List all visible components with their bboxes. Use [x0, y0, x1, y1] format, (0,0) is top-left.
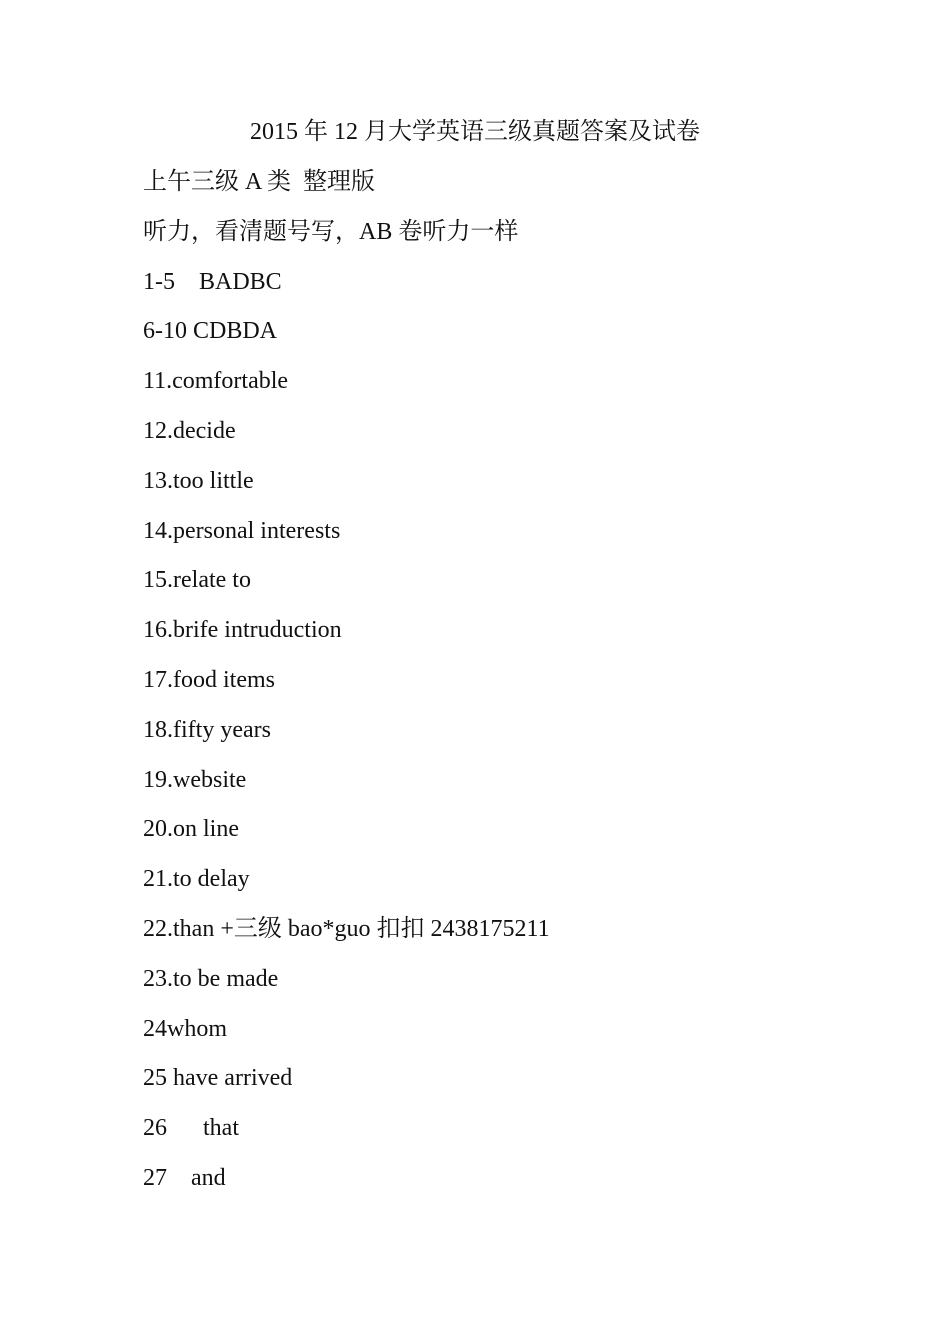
text-line: 听力，看清题号写，AB 卷听力一样 — [143, 218, 519, 245]
text-line: 16.brife intruduction — [143, 617, 342, 644]
text-line: 11.comfortable — [143, 368, 289, 395]
text-line: 18.fifty years — [143, 716, 271, 743]
text-line: 26 that — [143, 1115, 239, 1142]
text-line: 21.to delay — [143, 866, 250, 893]
text-line: 15.relate to — [143, 567, 251, 594]
text-line: 24whom — [143, 1015, 227, 1042]
answer-lines — [143, 166, 903, 1212]
text-line: 25 have arrived — [143, 1065, 293, 1092]
text-line: 27 and — [143, 1164, 226, 1191]
text-line: 17.food items — [143, 666, 275, 693]
text-line: 19.website — [143, 766, 247, 793]
text-line: 23.to be made — [143, 965, 279, 992]
text-line: 22.than +三级 bao*guo 扣扣 2438175211 — [143, 915, 550, 942]
text-line: 12.decide — [143, 417, 236, 444]
text-line: 上午三级 A 类 整理版 — [143, 169, 376, 195]
text-line: 6-10 CDBDA — [143, 318, 278, 345]
document-title: 2015 年 12 月大学英语三级真题答案及试卷 — [250, 119, 700, 145]
text-line: 14.personal interests — [143, 517, 341, 544]
text-line: 13.too little — [143, 467, 254, 494]
text-line: 20.on line — [143, 816, 239, 843]
text-line: 1-5 BADBC — [143, 268, 282, 295]
